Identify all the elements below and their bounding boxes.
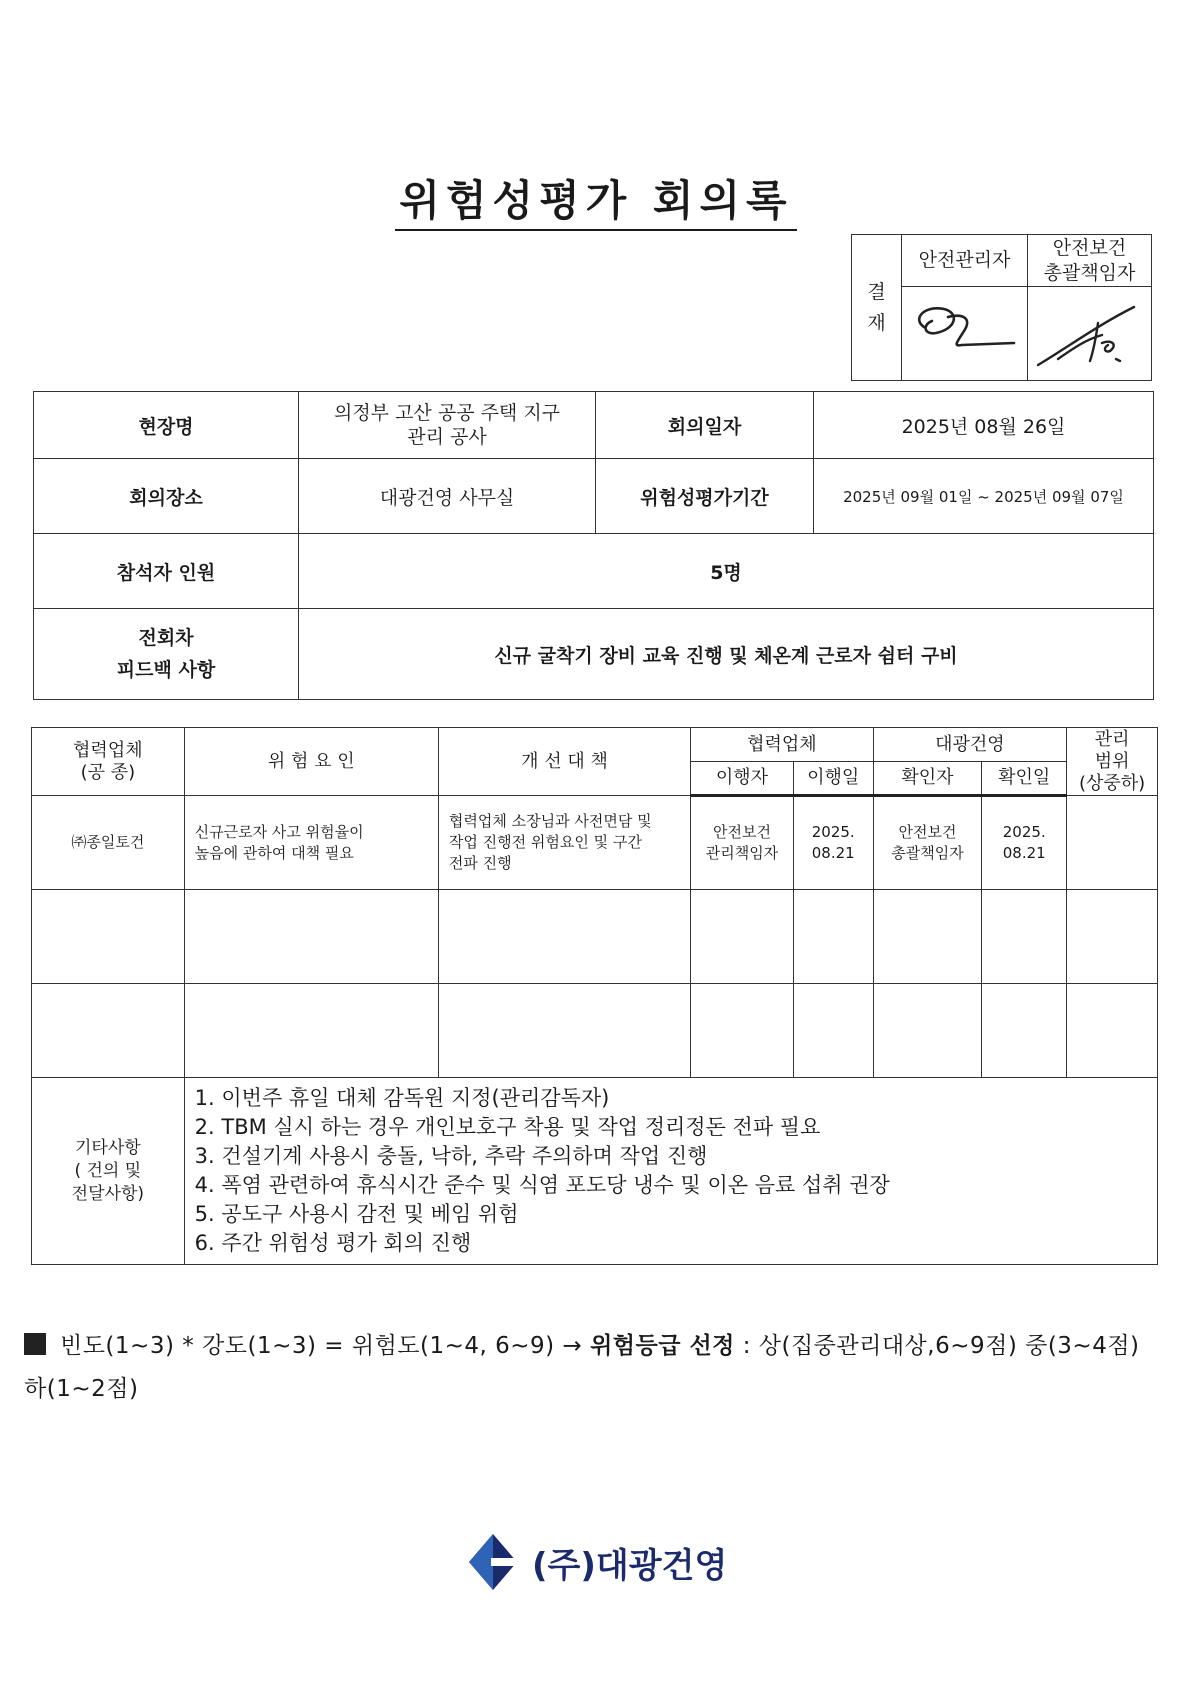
- empty-cell: [873, 890, 982, 984]
- row-executor: 안전보건 관리책임자: [691, 796, 794, 890]
- approval-side-label: 결 재: [852, 235, 902, 381]
- empty-cell: [982, 984, 1067, 1078]
- note-item: 5. 공도구 사용시 감전 및 베임 위험: [194, 1202, 519, 1226]
- feedback-value: 신규 굴착기 장비 교육 진행 및 체온계 근로자 쉼터 구비: [299, 609, 1154, 700]
- note-item: 4. 폭염 관련하여 휴식시간 준수 및 식염 포도당 냉수 및 이온 음료 섭취 권장: [194, 1173, 890, 1197]
- empty-cell: [691, 890, 794, 984]
- notes-list: [184, 1078, 1157, 1265]
- empty-cell: [184, 984, 438, 1078]
- signature-general-manager: [1028, 287, 1152, 381]
- row-risk: 신규근로자 사고 위험율이 높음에 관하여 대책 필요: [184, 796, 438, 890]
- note-item: 1. 이번주 휴일 대체 감독원 지정(관리감독자): [194, 1086, 610, 1110]
- meeting-date-label: 회의일자: [596, 392, 814, 459]
- attendees-value: 5명: [299, 534, 1154, 609]
- attendees-label: 참석자 인원: [34, 534, 299, 609]
- row-measure: 협력업체 소장님과 사전면담 및 작업 진행전 위험요인 및 구간 전파 진행: [438, 796, 690, 890]
- empty-cell: [1067, 890, 1158, 984]
- empty-cell: [873, 984, 982, 1078]
- meeting-place-label: 회의장소: [34, 459, 299, 534]
- header-confirm-date: 확인일: [982, 762, 1067, 796]
- site-label: 현장명: [34, 392, 299, 459]
- meeting-place-value: 대광건영 사무실: [299, 459, 596, 534]
- table-row: [32, 890, 1158, 984]
- header-exec-date: 이행일: [793, 762, 873, 796]
- notes-label: 기타사항 ( 건의 및 전달사항): [32, 1078, 185, 1265]
- table-row: [32, 984, 1158, 1078]
- row-partner: ㈜종일토건: [32, 796, 185, 890]
- table-row: [32, 796, 1158, 890]
- approval-col-general-manager: 안전보건 총괄책임자: [1028, 235, 1152, 287]
- meeting-info-table: [33, 391, 1154, 700]
- header-executor: 이행자: [691, 762, 794, 796]
- empty-cell: [1067, 984, 1158, 1078]
- row-confirm-date: 2025. 08.21: [982, 796, 1067, 890]
- note-item: 3. 건설기계 사용시 충돌, 낙하, 추락 주의하며 작업 진행: [194, 1144, 708, 1168]
- document-title: [0, 168, 1192, 228]
- row-manage: [1067, 796, 1158, 890]
- empty-cell: [184, 890, 438, 984]
- square-bullet-icon: [24, 1333, 46, 1355]
- header-group-partner: 협력업체: [691, 728, 874, 762]
- formula-part2: : 상(집중관리대상,6~9점) 중(3~4점) 하(1~2점): [24, 1333, 1140, 1402]
- risk-formula: [24, 1325, 1159, 1411]
- header-partner: 협력업체 (공 종): [32, 728, 185, 796]
- empty-cell: [982, 890, 1067, 984]
- empty-cell: [32, 984, 185, 1078]
- site-value: 의정부 고산 공공 주택 지구 관리 공사: [299, 392, 596, 459]
- empty-cell: [793, 890, 873, 984]
- empty-cell: [32, 890, 185, 984]
- empty-cell: [691, 984, 794, 1078]
- header-confirmer: 확인자: [873, 762, 982, 796]
- formula-bold: 위험등급 선정: [590, 1333, 735, 1359]
- formula-part1: 빈도(1~3) * 강도(1~3) = 위험도(1~4, 6~9) →: [60, 1333, 591, 1359]
- assessment-period-label: 위험성평가기간: [596, 459, 814, 534]
- hazard-table: [31, 727, 1158, 1265]
- header-group-daegwang: 대광건영: [873, 728, 1067, 762]
- empty-cell: [438, 890, 690, 984]
- header-improvement: 개 선 대 책: [438, 728, 690, 796]
- empty-cell: [793, 984, 873, 1078]
- title-text: 위험성평가 회의록: [395, 176, 796, 231]
- assessment-period-value: 2025년 09월 01일 ~ 2025년 09월 07일: [814, 459, 1154, 534]
- header-manage-range: 관리 범위 (상중하): [1067, 728, 1158, 796]
- company-logo-icon: [469, 1534, 529, 1590]
- header-risk-factor: 위 험 요 인: [184, 728, 438, 796]
- meeting-date-value: 2025년 08월 26일: [814, 392, 1154, 459]
- row-confirmer: 안전보건 총괄책임자: [873, 796, 982, 890]
- signature-safety-manager: [902, 287, 1028, 381]
- note-item: 6. 주간 위험성 평가 회의 진행: [194, 1231, 472, 1255]
- approval-col-safety-manager: 안전관리자: [902, 235, 1028, 287]
- row-exec-date: 2025. 08.21: [793, 796, 873, 890]
- feedback-label: 전회차 피드백 사항: [34, 609, 299, 700]
- company-logo-text: (주)대광건영: [532, 1546, 728, 1586]
- approval-box: [851, 234, 1152, 381]
- empty-cell: [438, 984, 690, 1078]
- note-item: 2. TBM 실시 하는 경우 개인보호구 착용 및 작업 정리정돈 전파 필요: [194, 1115, 821, 1139]
